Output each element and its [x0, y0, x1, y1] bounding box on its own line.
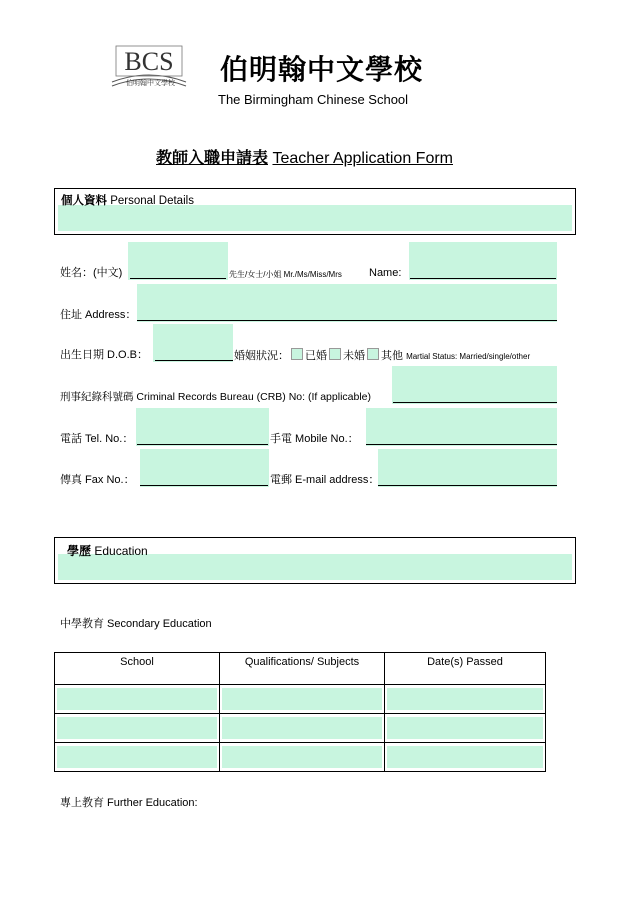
secondary-education-label: 中學教育 Secondary Education [60, 618, 212, 630]
table-cell[interactable] [385, 743, 546, 772]
married-checkbox[interactable] [291, 348, 303, 360]
table-cell[interactable] [55, 714, 220, 743]
marital-en: Martial Status: Married/single/other [406, 352, 531, 361]
table-cell[interactable] [220, 685, 385, 714]
table-cell[interactable] [220, 714, 385, 743]
table-cell[interactable] [385, 714, 546, 743]
single-label: 未婚 [343, 350, 365, 362]
name-zh-line [130, 278, 226, 279]
table-cell[interactable] [385, 685, 546, 714]
mobile-label: 手電 Mobile No.： [270, 433, 359, 445]
crb-line [393, 402, 557, 403]
personal-heading-en: Personal Details [110, 195, 194, 207]
marital-status-group [234, 348, 530, 364]
single-checkbox[interactable] [329, 348, 341, 360]
name-en-input[interactable] [409, 242, 557, 280]
other-checkbox[interactable] [367, 348, 379, 360]
education-heading [67, 544, 148, 558]
education-section [54, 537, 576, 584]
fax-label: 傳真 Fax No.： [60, 474, 135, 486]
logo-subtext: 伯明翰中文學校 [126, 80, 175, 87]
table-row [55, 685, 546, 714]
col-qualifications: Qualifications/ Subjects [220, 653, 385, 685]
title-options: 先生/女士/小姐 Mr./Ms/Miss/Mrs [229, 270, 342, 279]
mobile-line [366, 444, 557, 445]
tel-line [137, 444, 268, 445]
table-cell[interactable] [220, 743, 385, 772]
further-education-label: 專上教育 Further Education: [60, 797, 198, 809]
email-line [378, 485, 557, 486]
table-row [55, 743, 546, 772]
marital-label: 婚姻狀況： [234, 350, 289, 362]
personal-heading-zh: 個人資料 [61, 195, 107, 207]
address-input[interactable] [137, 284, 557, 322]
school-name-en: The Birmingham Chinese School [218, 92, 409, 107]
address-line [137, 320, 557, 321]
dob-input[interactable] [153, 324, 233, 362]
table-header-row [55, 653, 546, 685]
name-zh-input[interactable] [128, 242, 228, 280]
secondary-education-table [54, 652, 546, 772]
school-name-zh: 伯明翰中文學校 [220, 54, 424, 85]
tel-input[interactable] [136, 408, 269, 446]
fax-line [140, 485, 268, 486]
personal-details-heading [61, 194, 194, 208]
table-cell[interactable] [55, 743, 220, 772]
name-en-label: Name: [369, 267, 402, 279]
form-title-en: Teacher Application Form [272, 150, 453, 167]
svg-text:BCS: BCS [124, 47, 174, 76]
name-zh-label: 姓名：(中文) [60, 267, 123, 279]
crb-label: 刑事紀錄科號碼 Criminal Records Bureau (CRB) No: (If applicable) [60, 391, 371, 403]
table-row [55, 714, 546, 743]
personal-details-fill[interactable] [58, 205, 572, 231]
name-en-line [410, 278, 556, 279]
school-logo [108, 38, 190, 94]
col-dates: Date(s) Passed [385, 653, 546, 685]
table-cell[interactable] [55, 685, 220, 714]
crb-input[interactable] [392, 366, 557, 404]
personal-details-section [54, 188, 576, 235]
education-heading-en: Education [94, 544, 148, 558]
married-label: 已婚 [305, 350, 327, 362]
dob-label: 出生日期 D.O.B： [60, 349, 149, 361]
address-label: 住址 Address： [60, 309, 137, 321]
email-label: 電郵 E-mail address： [270, 474, 380, 486]
email-input[interactable] [378, 449, 557, 487]
fax-input[interactable] [140, 449, 269, 487]
col-school: School [55, 653, 220, 685]
mobile-input[interactable] [366, 408, 557, 446]
form-title-underline [156, 164, 268, 165]
tel-label: 電話 Tel. No.： [60, 433, 134, 445]
form-title-zh: 教師入職申請表 [156, 150, 269, 167]
education-heading-zh: 學歷 [67, 544, 92, 558]
dob-line [155, 360, 233, 361]
other-label: 其他 [381, 350, 403, 362]
